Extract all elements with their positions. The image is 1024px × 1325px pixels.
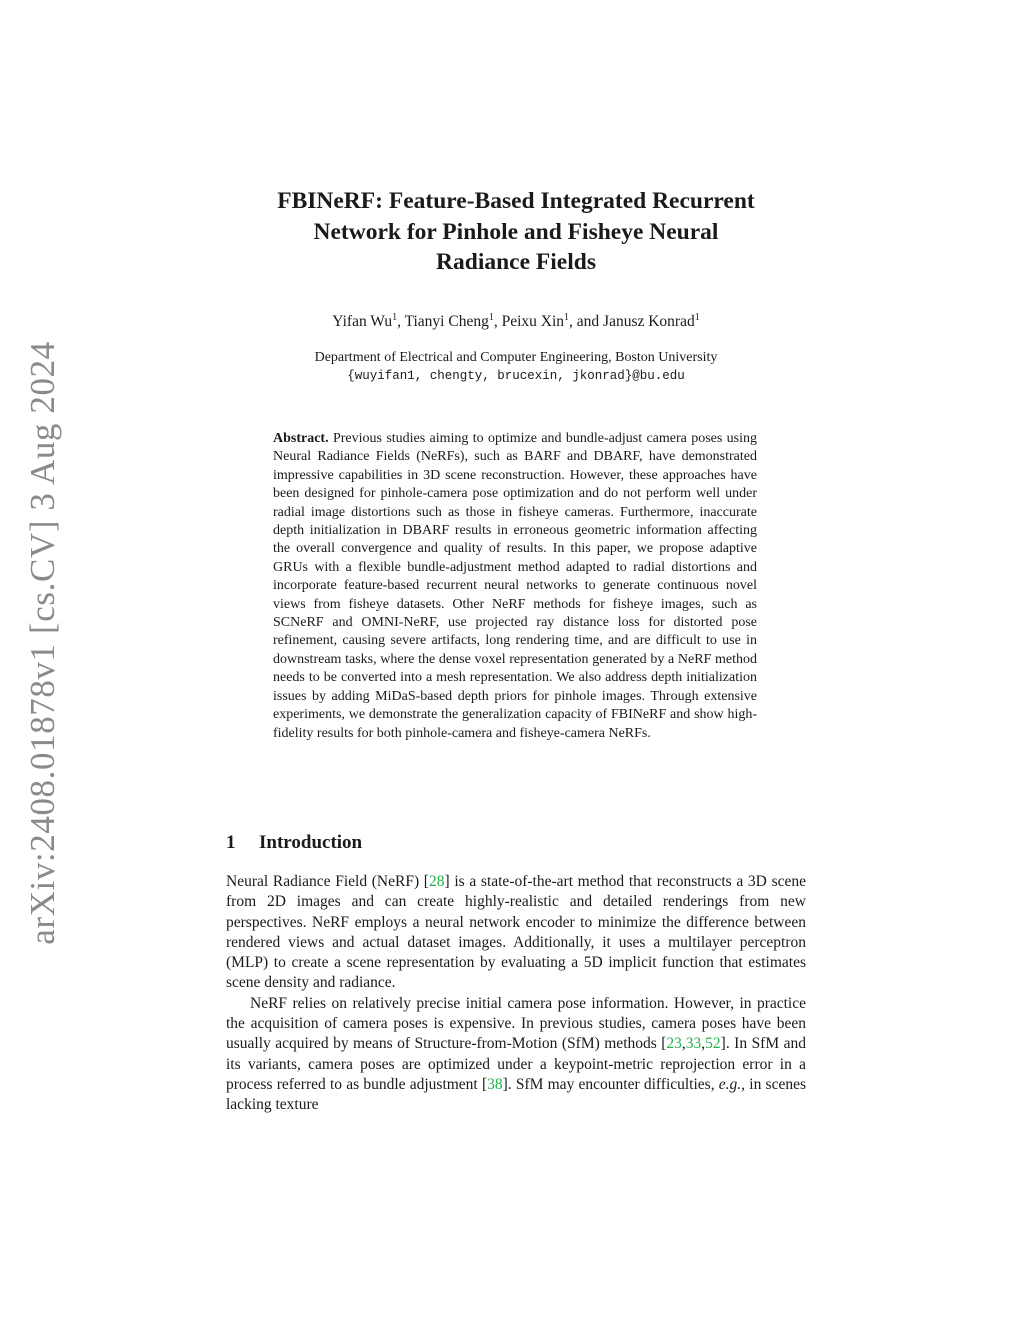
affiliation-block xyxy=(226,349,806,385)
title-line-2: Network for Pinhole and Fisheye Neural xyxy=(313,218,719,245)
section-number: 1 xyxy=(226,832,236,853)
author-name: Janusz Konrad xyxy=(603,313,695,331)
citation-link[interactable]: 52 xyxy=(705,1035,721,1053)
citation-link[interactable]: 28 xyxy=(428,873,445,890)
section-title: Introduction xyxy=(259,832,363,853)
paragraph-text: e.g., xyxy=(718,1075,746,1093)
abstract-label: Abstract. xyxy=(273,431,329,446)
citation-link[interactable]: 33 xyxy=(685,1035,702,1053)
author-separator: , xyxy=(397,313,405,331)
paragraph-text: ]. In SfM and its variants, camera poses are optimized under a keypoint-metric reprojection error in a process referred to as bundle adjustment [ xyxy=(226,1035,806,1093)
citation-link[interactable]: 38 xyxy=(487,1075,503,1093)
paragraph-text: , xyxy=(681,1035,686,1053)
title-line-3: Radiance Fields xyxy=(436,249,596,275)
section-heading xyxy=(226,832,362,854)
author-name: Yifan Wu xyxy=(332,313,393,331)
paragraph-text: Neural Radiance Field (NeRF) [ xyxy=(226,873,429,890)
introduction-body xyxy=(226,872,806,1116)
citation-link[interactable]: 23 xyxy=(666,1035,682,1053)
author-separator: , xyxy=(493,313,502,331)
arxiv-identifier xyxy=(18,340,68,945)
body-paragraph xyxy=(226,994,806,1116)
author-separator: , and xyxy=(569,313,604,331)
author-affiliation-mark: 1 xyxy=(564,312,570,323)
paragraph-text: , xyxy=(701,1035,706,1053)
author-list xyxy=(226,312,806,331)
author-name: Peixu Xin xyxy=(501,313,565,331)
affiliation: Department of Electrical and Computer Engineering, Boston University xyxy=(314,350,718,365)
title-line-1: FBINeRF: Feature-Based Integrated Recurrent xyxy=(277,188,755,214)
body-paragraph xyxy=(226,872,806,994)
abstract-text: Previous studies aiming to optimize and bundle-adjust camera poses using Neural Radiance Fields (NeRFs), such as BARF and DBARF, have demonstrated impressive capabilities in 3D scene reconstruction. However, these approaches have been designed for pinhole-camera pose optimization and do not perform well under radial image distortions such as those in fisheye cameras. Furthermore, inaccurate depth initialization in DBARF results in erroneous geometric information affecting the overall convergence and quality of results. In this paper, we propose adaptive GRUs with a flexible bundle-adjustment method adapted to radial distortions and incorporate feature-based recurrent neural networks to generate continuous novel views from fisheye datasets. Other NeRF methods for fisheye images, such as SCNeRF and OMNI-NeRF, use projected ray distance loss for distorted pose refinement, causing severe artifacts, long rendering time, and are difficult to use in downstream tasks, where the dense voxel representation generated by a NeRF method needs to be converted into a mesh representation. We also address depth initialization issues by adding MiDaS-based depth priors for pinhole images. Through extensive experiments, we demonstrate the generalization capacity of FBINeRF and show high-fidelity results for both pinhole-camera and fisheye-camera NeRFs. xyxy=(273,431,758,741)
author-emails: {wuyifan1, chengty, brucexin, jkonrad}@bu.edu xyxy=(347,369,685,383)
paragraph-text: NeRF relies on relatively precise initial camera pose information. However, in practice the acquisition of camera poses is expensive. In previous studies, camera poses have been usually acquired by means of Structure-from-Motion (SfM) methods [ xyxy=(226,994,806,1053)
author-name: Tianyi Cheng xyxy=(404,313,489,331)
author-affiliation-mark: 1 xyxy=(694,312,700,323)
paragraph-text: ]. SfM may encounter difficulties, xyxy=(502,1075,719,1093)
abstract xyxy=(273,430,757,743)
arxiv-identifier-text: arXiv:2408.01878v1 [cs.CV] 3 Aug 2024 xyxy=(23,340,62,945)
paragraph-text: ] is a state-of-the-art method that reconstructs a 3D scene from 2D images and can create highly-realistic and detailed renderings from new perspectives. NeRF employs a neural network encoder to minimize the difference between rendered views and actual dataset images. Additionally, it uses a multilayer perceptron (MLP) to create a scene representation by evaluating a 5D implicit function that estimates scene density and radiance. xyxy=(226,873,806,992)
author-affiliation-mark: 1 xyxy=(488,312,494,323)
paper-title xyxy=(226,186,806,278)
author-affiliation-mark: 1 xyxy=(392,312,398,323)
paragraph-text: in scenes lacking texture xyxy=(226,1075,806,1114)
